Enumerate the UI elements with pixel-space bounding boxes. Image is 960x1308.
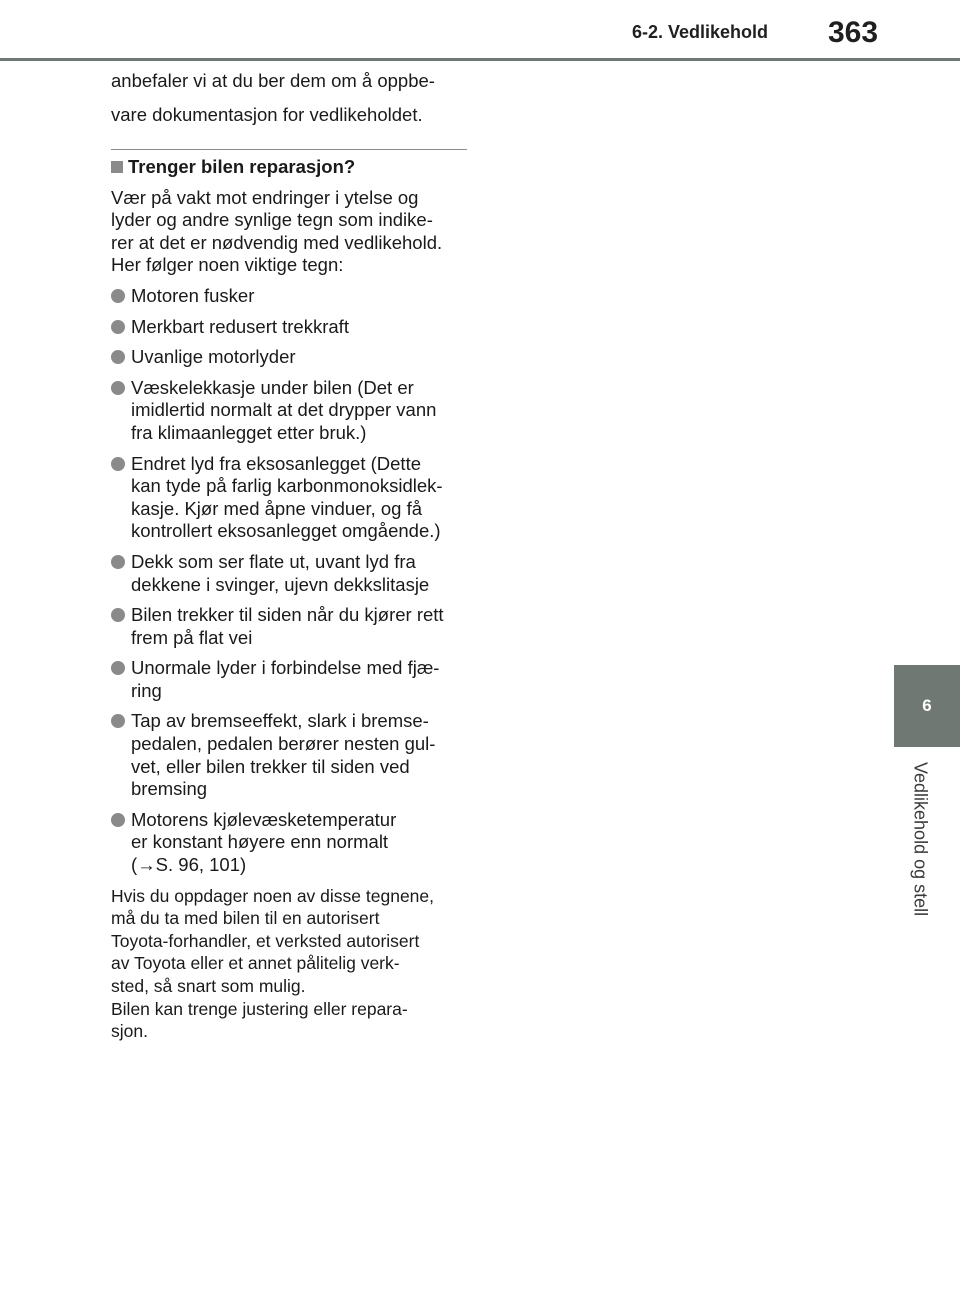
round-bullet-icon [111, 350, 125, 364]
round-bullet-icon [111, 320, 125, 334]
text-line: må du ta med bilen til en autorisert [111, 908, 380, 929]
list-item [111, 604, 467, 649]
list-item [111, 316, 467, 339]
round-bullet-icon [111, 457, 125, 471]
text-line: dekkene i svinger, ujevn dekkslitasje [131, 573, 430, 595]
text-line: lyder og andre synlige tegn som indike- [111, 209, 433, 231]
text-line: Dekk som ser flate ut, uvant lyd fra [131, 550, 416, 572]
text-line: frem på flat vei [131, 626, 253, 648]
text-line: Unormale lyder i forbindelse med fjæ- [131, 657, 440, 679]
list-item [111, 809, 467, 877]
intro-paragraph [111, 64, 467, 132]
section-intro [111, 187, 467, 277]
chapter-number: 6 [922, 696, 932, 715]
text-line: Toyota-forhandler, et verksted autorisert [111, 930, 420, 951]
text-line: kontrollert eksosanlegget omgående.) [131, 520, 441, 542]
text-line: Væskelekkasje under bilen (Det er [131, 376, 414, 398]
page-number: 363 [828, 16, 879, 49]
section-heading [111, 156, 467, 179]
text-line: vet, eller bilen trekker til siden ved [131, 755, 410, 777]
text-line: sted, så snart som mulig. [111, 976, 306, 996]
round-bullet-icon [111, 714, 125, 728]
header-rule [0, 58, 960, 61]
round-bullet-icon [111, 813, 125, 827]
chapter-side-label [860, 762, 960, 942]
text-line: kan tyde på farlig karbonmonoksidlek- [131, 475, 443, 497]
page-content [111, 64, 467, 1043]
list-item [111, 285, 467, 308]
text-line: Endret lyd fra eksosanlegget (Dette [131, 452, 421, 474]
text-line: Her følger noen viktige tegn: [111, 254, 344, 276]
square-bullet-icon [111, 161, 123, 173]
text-line: er konstant høyere enn normalt [131, 831, 389, 853]
text-line: imidlertid normalt at det drypper vann [131, 399, 437, 421]
list-item [111, 453, 467, 543]
warning-signs-list [111, 285, 467, 877]
text-line: Motoren fusker [131, 284, 255, 306]
intro-line: anbefaler vi at du ber dem om å oppbe- [111, 70, 435, 91]
list-item [111, 346, 467, 369]
text-line: bremsing [131, 778, 208, 800]
text-line: Bilen trekker til siden når du kjører rett [131, 604, 444, 626]
list-item [111, 710, 467, 800]
round-bullet-icon [111, 381, 125, 395]
text-line: rer at det er nødvendig med vedlikehold. [111, 231, 443, 253]
round-bullet-icon [111, 289, 125, 303]
list-item [111, 551, 467, 596]
round-bullet-icon [111, 661, 125, 675]
header-section-title: 6-2. Vedlikehold [632, 22, 769, 42]
text-line: pedalen, pedalen berører nesten gul- [131, 733, 436, 755]
list-item [111, 657, 467, 702]
text-line: Hvis du oppdager noen av disse tegnene, [111, 885, 435, 906]
text-line: av Toyota eller et annet pålitelig verk- [111, 953, 400, 974]
text-line: Vær på vakt mot endringer i ytelse og [111, 186, 419, 208]
text-line: ring [131, 679, 162, 701]
text-line: Tap av bremseeffekt, slark i bremse- [131, 710, 429, 732]
round-bullet-icon [111, 555, 125, 569]
text-line: Merkbart redusert trekkraft [131, 315, 349, 337]
text-line: sjon. [111, 1021, 148, 1042]
text-line: Bilen kan trenge justering eller repara- [111, 998, 408, 1019]
intro-line: vare dokumentasjon for vedlikeholdet. [111, 104, 423, 125]
text-line: Motorens kjølevæsketemperatur [131, 808, 397, 830]
text-line: (→S. 96, 101) [131, 854, 247, 876]
section-title: Trenger bilen reparasjon? [128, 156, 356, 177]
text-line: kasje. Kjør med åpne vinduer, og få [131, 497, 423, 519]
list-item [111, 377, 467, 445]
chapter-tab [894, 665, 960, 747]
text-line: Uvanlige motorlyder [131, 346, 296, 368]
chapter-label: Vedlikehold og stell [910, 762, 931, 917]
text-line: fra klimaanlegget etter bruk.) [131, 421, 367, 443]
round-bullet-icon [111, 608, 125, 622]
closing-paragraph [111, 885, 467, 1043]
section-rule [111, 149, 467, 150]
